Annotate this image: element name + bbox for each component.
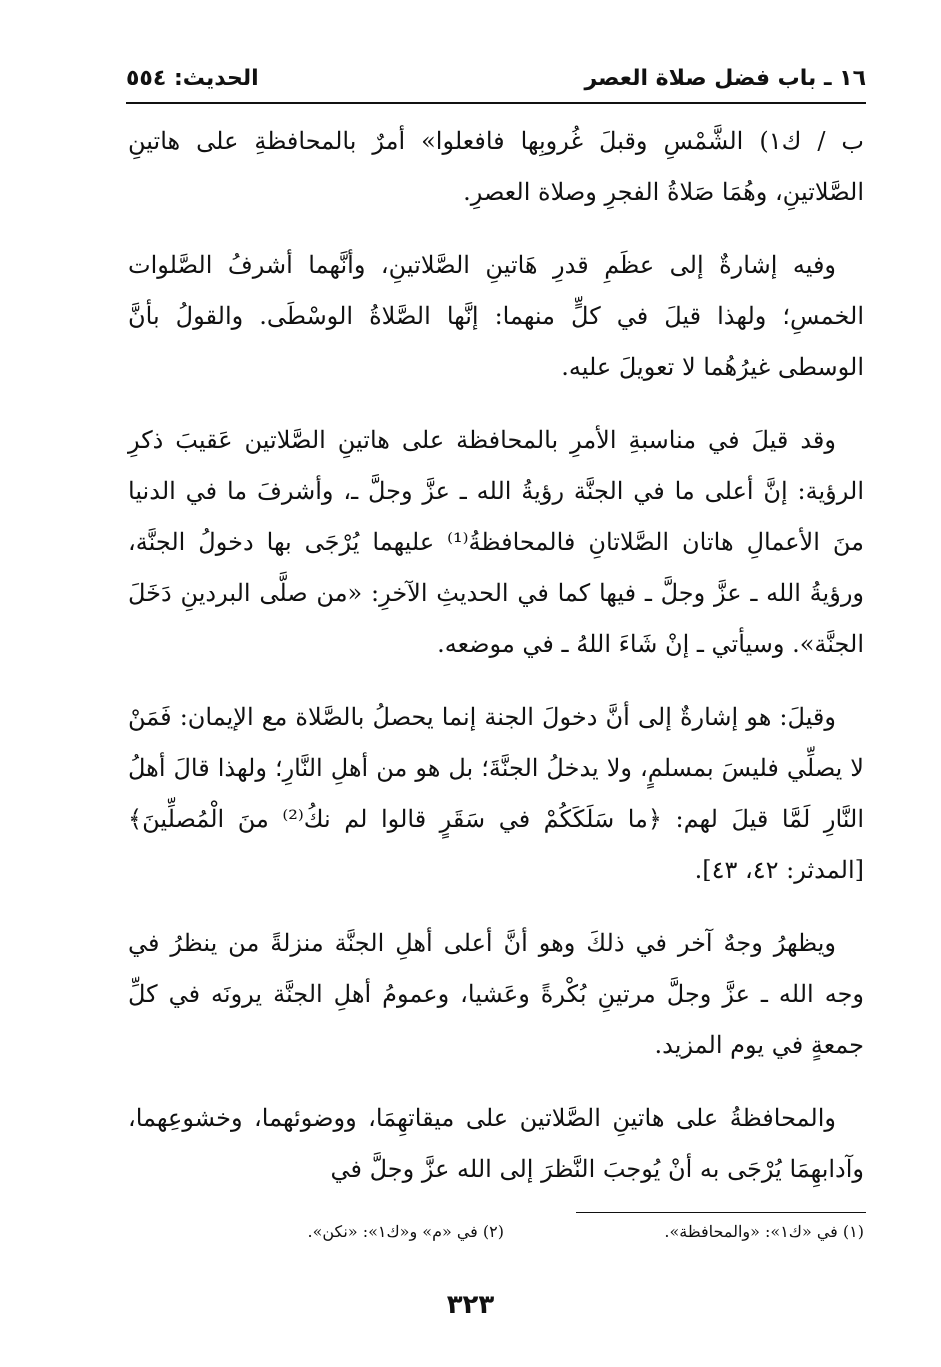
paragraph-1: ب / ك١) الشَّمْسِ وقبلَ غُروبِها فافعلوا» أمرٌ بالمحافظةِ على هاتينِ الصَّلاتينِ، وهُمَا صَلاةُ الفجرِ وصلاة العصرِ. [128, 127, 865, 206]
header-divider [126, 102, 866, 104]
running-header [126, 64, 866, 100]
chapter-title: ١٦ ـ باب فضل صلاة العصر [584, 66, 866, 91]
paragraph-5: ويظهرُ وجهٌ آخر في ذلكَ وهو أنَّ أعلى أهلِ الجنَّة منزلةً من ينظرُ في وجه الله ـ عزَّ وجلَّ مرتينِ بُكْرةً وعَشيا، وعمومُ أهلِ الجنَّة يرونَه في كلِّ جمعةٍ في يوم المزيد. [128, 929, 864, 1059]
paragraph-3: وقد قيلَ في مناسبةِ الأمرِ بالمحافظة على هاتينِ الصَّلاتين عَقيبَ ذكرِ الرؤية: إنَّ أعلى ما في الجنَّة رؤيةُ الله ـ عزَّ وجلَّ ـ، وأشرفَ ما في الدنيا منَ الأعمالِ هاتان الصَّلاتانِ فالمحافظةُ⁽¹⁾ عليهما يُرْجَى بها دخولُ الجنَّة، ورؤيةُ الله ـ عزَّ وجلَّ ـ فيها كما في الحديثِ الآخرِ: «من صلَّى البردينِ دَخَلَ الجنَّة». وسيأتي ـ إنْ شَاءَ اللهُ ـ في موضعه. [128, 426, 865, 658]
footnote-1: (١) في «ك١»: «والمحافظة». [664, 1222, 864, 1241]
main-text [128, 116, 864, 1217]
page-number: ٣٢٣ [446, 1290, 495, 1320]
footnote-2: (٢) في «م» و«ك١»: «نكن». [307, 1222, 504, 1241]
paragraph-4: وقيلَ: هو إشارةٌ إلى أنَّ دخولَ الجنة إنما يحصلُ بالصَّلاة مع الإيمان: فَمَنْ لا يصلِّي فليسَ بمسلمٍ، ولا يدخلُ الجنَّةَ؛ بل هو من أهلِ النَّارِ؛ ولهذا قالَ أهلُ النَّارِ لَمَّا قيلَ لهم: ﴿ما سَلَكَكُمْ في سَقَرٍ قالوا لم نكُ⁽²⁾ منَ الْمُصلِّينَ﴾ [المدثر: ٤٢، ٤٣]. [128, 703, 864, 884]
hadith-number: الحديث: ٥٥٤ [126, 66, 259, 91]
paragraph-2: وفيه إشارةٌ إلى عظَمِ قدرِ هَاتينِ الصَّلاتينِ، وأنَّهما أشرفُ الصَّلوات الخمسِ؛ ولهذا قيلَ في كلٍّ منهما: إنَّها الصَّلاةُ الوسْطَى. والقولُ بأنَّ الوسطى غيرُهُما لا تعويلَ عليه. [128, 251, 864, 381]
footnote-divider [576, 1212, 866, 1213]
footnotes [128, 1222, 864, 1252]
paragraph-6: والمحافظةُ على هاتينِ الصَّلاتين على ميقاتهِمَا، ووضوئهما، وخشوعِهما، وآدابهِمَا يُرْجَى به أنْ يُوجبَ النَّظرَ إلى الله عزَّ وجلَّ في [128, 1104, 864, 1183]
